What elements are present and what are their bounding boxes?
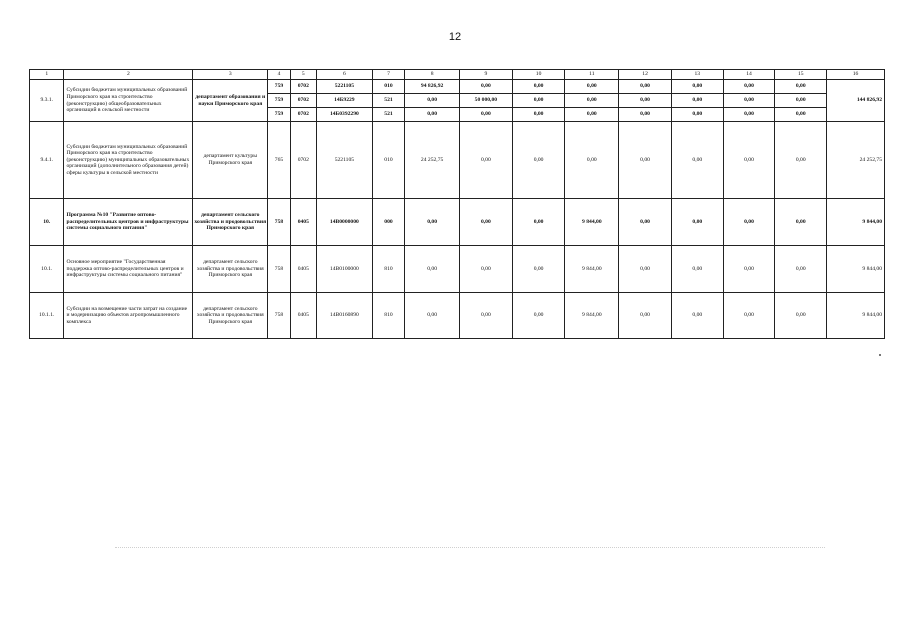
table-cell: 0,00 (512, 122, 565, 199)
table-cell: 0,00 (459, 246, 512, 293)
table-cell: 0,00 (723, 293, 775, 339)
table-cell: 758 (268, 293, 290, 339)
table-cell: 0,00 (459, 122, 512, 199)
table-cell: 0,00 (619, 122, 672, 199)
row-number: 10.1. (30, 246, 64, 293)
budget-table (29, 69, 885, 339)
header-cell: 14 (723, 70, 775, 80)
table-cell: 0702 (290, 80, 316, 94)
table-cell: 0,00 (775, 122, 827, 199)
header-cell: 16 (827, 70, 885, 80)
table-cell: 94 826,92 (405, 80, 460, 94)
table-cell: 0,00 (723, 108, 775, 122)
table-cell: 0702 (290, 108, 316, 122)
scan-speck (879, 354, 881, 356)
table-cell: 759 (268, 94, 290, 108)
table-cell: 9 844,00 (565, 293, 619, 339)
table-cell: 0702 (290, 122, 316, 199)
header-cell: 10 (512, 70, 565, 80)
table-cell: 0,00 (405, 94, 460, 108)
table-cell: 0702 (290, 94, 316, 108)
table-cell: 010 (372, 80, 404, 94)
table-cell: 0,00 (405, 246, 460, 293)
table-cell: 0,00 (775, 80, 827, 94)
header-cell: 13 (671, 70, 723, 80)
table-cell: 010 (372, 122, 404, 199)
table-cell: 0,00 (723, 199, 775, 246)
table-cell: 0,00 (512, 80, 565, 94)
scan-artifact-line (115, 547, 825, 548)
table-cell: 0,00 (619, 108, 672, 122)
table-cell: 0405 (290, 246, 316, 293)
header-cell: 6 (316, 70, 372, 80)
table-cell: 14В0160890 (316, 293, 372, 339)
table-cell: 759 (268, 80, 290, 94)
table-cell: 0,00 (671, 108, 723, 122)
row-department: департамент образования и науки Приморского края (193, 80, 268, 122)
table-cell: 0,00 (512, 108, 565, 122)
header-cell: 12 (619, 70, 672, 80)
table-cell: 0,00 (671, 293, 723, 339)
header-cell: 4 (268, 70, 290, 80)
table-row (30, 199, 885, 246)
header-cell: 8 (405, 70, 460, 80)
table-cell: 14В0000000 (316, 199, 372, 246)
table-cell: 0,00 (775, 108, 827, 122)
row-number: 10.1.1. (30, 293, 64, 339)
table-cell: 14В0100000 (316, 246, 372, 293)
table-cell: 0,00 (671, 80, 723, 94)
row-total: 9 844,00 (827, 246, 885, 293)
table-row (30, 122, 885, 199)
table-cell: 0,00 (775, 246, 827, 293)
table-cell: 0,00 (619, 80, 672, 94)
table-cell: 0,00 (775, 199, 827, 246)
table-cell: 0,00 (619, 199, 672, 246)
table-cell: 0,00 (619, 293, 672, 339)
row-name: Основное мероприятие "Государственная поддержка оптово-распределительных центров и инфраструктуры системы социального питания" (64, 246, 193, 293)
table-cell: 759 (268, 108, 290, 122)
row-number: 10. (30, 199, 64, 246)
header-cell: 11 (565, 70, 619, 80)
table-cell: 50 000,00 (459, 94, 512, 108)
table-cell: 0,00 (459, 199, 512, 246)
table-cell: 0,00 (512, 199, 565, 246)
table-row (30, 80, 885, 94)
table-cell: 0,00 (565, 122, 619, 199)
table-cell: 9 844,00 (565, 199, 619, 246)
table-cell: 0,00 (619, 246, 672, 293)
row-total: 24 252,75 (827, 122, 885, 199)
table-cell: 521 (372, 94, 404, 108)
table-cell: 0,00 (565, 80, 619, 94)
table-cell: 758 (268, 246, 290, 293)
header-row (30, 70, 885, 80)
table-cell: 810 (372, 293, 404, 339)
row-name: Субсидии на возмещение части затрат на создание и модернизацию объектов агропромышленного комплекса (64, 293, 193, 339)
table-cell: 0,00 (723, 246, 775, 293)
header-cell: 9 (459, 70, 512, 80)
table-cell: 0,00 (723, 122, 775, 199)
table-cell: 5221105 (316, 80, 372, 94)
header-cell: 5 (290, 70, 316, 80)
table-cell: 0,00 (671, 246, 723, 293)
table-cell: 0,00 (405, 199, 460, 246)
row-department: департамент сельского хозяйства и продовольствия Приморского края (193, 199, 268, 246)
table-cell: 24 252,75 (405, 122, 460, 199)
table-cell: 810 (372, 246, 404, 293)
table-cell: 758 (268, 199, 290, 246)
table-cell: 0,00 (671, 122, 723, 199)
header-cell: 7 (372, 70, 404, 80)
table-cell: 14Б9229 (316, 94, 372, 108)
row-number: 9.3.1. (30, 80, 64, 122)
table-cell: 0,00 (459, 108, 512, 122)
table-cell: 0405 (290, 199, 316, 246)
row-total: 9 844,00 (827, 199, 885, 246)
table-cell: 0,00 (459, 80, 512, 94)
row-name: Субсидии бюджетам муниципальных образований Приморского края на строительство (реконструкцию) общеобразовательных организаций в сельской местности (64, 80, 193, 122)
table-cell: 0,00 (671, 94, 723, 108)
table-cell: 0,00 (723, 80, 775, 94)
table-cell: 5221105 (316, 122, 372, 199)
table-cell: 0,00 (775, 293, 827, 339)
table-cell: 0,00 (671, 199, 723, 246)
table-cell: 0,00 (512, 246, 565, 293)
header-cell: 15 (775, 70, 827, 80)
row-total: 144 826,92 (827, 80, 885, 122)
table-row (30, 293, 885, 339)
table-cell: 0,00 (405, 293, 460, 339)
table-cell: 14Б0392290 (316, 108, 372, 122)
table-cell: 000 (372, 199, 404, 246)
table-cell: 0,00 (405, 108, 460, 122)
table-cell: 0405 (290, 293, 316, 339)
table-row (30, 246, 885, 293)
row-name: Субсидии бюджетам муниципальных образований Приморского края на строительство (реконструкцию) муниципальных образовательных организаций (дополнительного образования детей) сферы культуры в сельской местности (64, 122, 193, 199)
header-cell: 3 (193, 70, 268, 80)
page-number: 12 (448, 31, 462, 43)
row-department: департамент сельского хозяйства и продовольствия Приморского края (193, 246, 268, 293)
table-cell: 521 (372, 108, 404, 122)
table-cell: 0,00 (723, 94, 775, 108)
header-cell: 1 (30, 70, 64, 80)
row-name: Программа №10 "Развитие оптово-распределительных центров и инфраструктуры системы социального питания" (64, 199, 193, 246)
table-cell: 0,00 (565, 108, 619, 122)
header-cell: 2 (64, 70, 193, 80)
row-total: 9 844,00 (827, 293, 885, 339)
row-number: 9.4.1. (30, 122, 64, 199)
table-cell: 0,00 (512, 293, 565, 339)
table-cell: 765 (268, 122, 290, 199)
row-department: департамент сельского хозяйства и продовольствия Приморского края (193, 293, 268, 339)
table-cell: 0,00 (512, 94, 565, 108)
table-cell: 9 844,00 (565, 246, 619, 293)
row-department: департамент культуры Приморского края (193, 122, 268, 199)
table-cell: 0,00 (619, 94, 672, 108)
table-cell: 0,00 (775, 94, 827, 108)
table-cell: 0,00 (565, 94, 619, 108)
table-cell: 0,00 (459, 293, 512, 339)
